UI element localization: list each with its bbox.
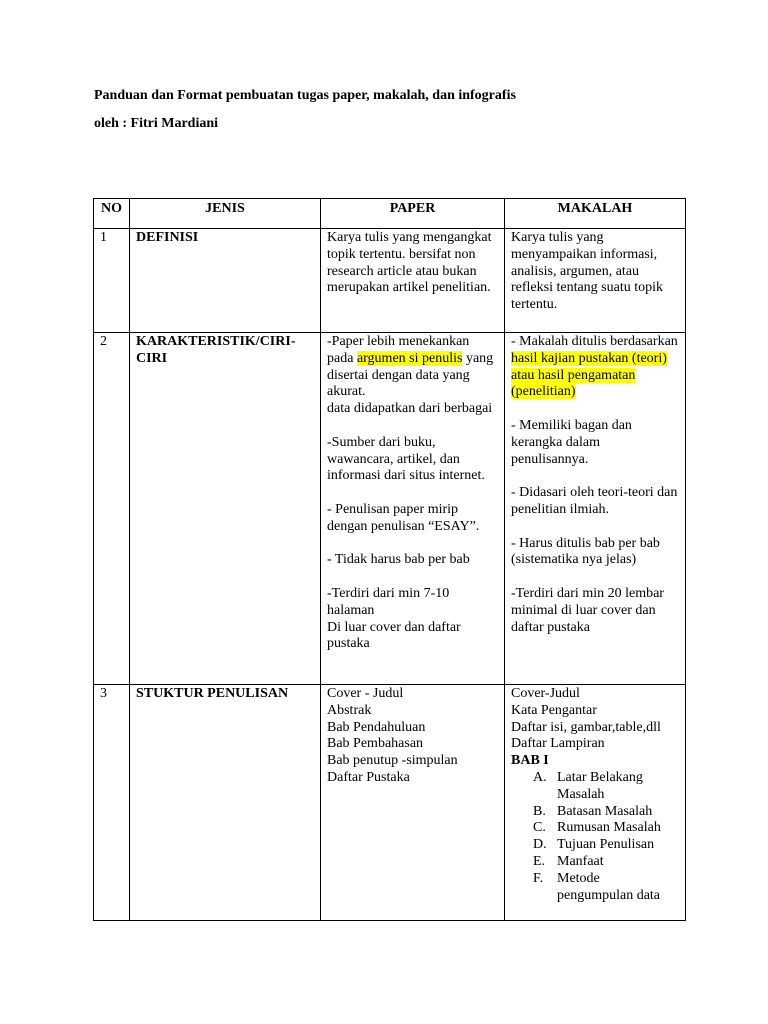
- row-jenis: DEFINISI: [130, 229, 321, 333]
- list-item: D. Tujuan Penulisan: [533, 837, 655, 853]
- list-item: A. Latar Belakang Masalah: [533, 769, 643, 802]
- row-paper: [321, 685, 505, 921]
- row-makalah: [505, 333, 686, 685]
- makalah-point: -Terdiri dari min 20 lembar minimal di luar cover dan daftar pustaka: [511, 585, 664, 635]
- chapter-heading: BAB I: [511, 753, 549, 769]
- makalah-point: - Harus ditulis bab per bab (sistematika nya jelas): [511, 535, 660, 568]
- header-no: NO: [94, 199, 130, 229]
- paper-line: Bab Pendahuluan: [327, 719, 426, 735]
- list-item: B. Batasan Masalah: [533, 803, 653, 819]
- paper-point: data didapatkan dari berbagai: [327, 401, 493, 417]
- paper-point: - Tidak harus bab per bab: [327, 552, 470, 568]
- list-item: E. Manfaat: [533, 853, 604, 869]
- makalah-line: Cover-Judul: [511, 686, 580, 701]
- makalah-line: Kata Pengantar: [511, 702, 597, 718]
- document-title: Panduan dan Format pembuatan tugas paper, makalah, dan infografis: [94, 88, 516, 103]
- paper-line: Bab Pembahasan: [327, 736, 424, 752]
- makalah-point: - Didasari oleh teori-teori dan penelitian ilmiah.: [511, 485, 678, 517]
- makalah-point: - Memiliki bagan dan kerangka dalam penulisannya.: [511, 417, 632, 467]
- paper-line: Bab penutup -simpulan: [327, 753, 458, 769]
- chapter-sub-list: [511, 770, 679, 904]
- paper-point: -Terdiri dari min 7-10 halaman: [327, 585, 450, 618]
- paper-point: -Paper lebih menekankan pada argumen si penulis yang disertai dengan data yang akurat.: [327, 334, 494, 400]
- paper-point: - Penulisan paper mirip dengan penulisan “ESAY”.: [327, 501, 480, 534]
- makalah-point: - Makalah ditulis berdasarkan hasil kajian pustakan (teori) atau hasil pengamatan (penelitian): [511, 334, 678, 400]
- highlighted-text: hasil kajian pustakan (teori) atau hasil pengamatan (penelitian): [511, 350, 667, 400]
- paper-line: Abstrak: [327, 702, 372, 718]
- row-makalah: [505, 685, 686, 921]
- table-row: [94, 229, 686, 333]
- row-makalah: Karya tulis yang menyampaikan informasi, analisis, argumen, atau refleksi tentang suatu topik tertentu.: [505, 229, 686, 333]
- makalah-line: Daftar isi, gambar,table,dll: [511, 719, 661, 735]
- row-jenis: KARAKTERISTIK/CIRI-CIRI: [130, 333, 321, 685]
- list-item: C. Rumusan Masalah: [533, 820, 661, 836]
- document-author: oleh : Fitri Mardiani: [94, 116, 219, 131]
- table-header-row: [94, 199, 686, 229]
- row-paper: Karya tulis yang mengangkat topik tertentu. bersifat non research article atau bukan merupakan artikel penelitian.: [321, 229, 505, 333]
- row-paper: [321, 333, 505, 685]
- paper-point: -Sumber dari buku, wawancara, artikel, dan informasi dari situs internet.: [327, 434, 485, 484]
- makalah-line: Daftar Lampiran: [511, 736, 605, 752]
- comparison-table: [93, 198, 686, 921]
- table-row: [94, 685, 686, 921]
- header-makalah: MAKALAH: [505, 199, 686, 229]
- paper-line: Cover - Judul: [327, 686, 404, 701]
- paper-line: Daftar Pustaka: [327, 769, 410, 785]
- row-number: 2: [94, 333, 130, 685]
- row-jenis: STUKTUR PENULISAN: [130, 685, 321, 921]
- row-number: 1: [94, 229, 130, 333]
- highlighted-text: argumen si penulis: [356, 350, 463, 366]
- header-paper: PAPER: [321, 199, 505, 229]
- paper-point: Di luar cover dan daftar pustaka: [327, 619, 461, 652]
- row-number: 3: [94, 685, 130, 921]
- list-item: F. Metode pengumpulan data: [533, 870, 661, 903]
- table-row: [94, 333, 686, 685]
- header-jenis: JENIS: [130, 199, 321, 229]
